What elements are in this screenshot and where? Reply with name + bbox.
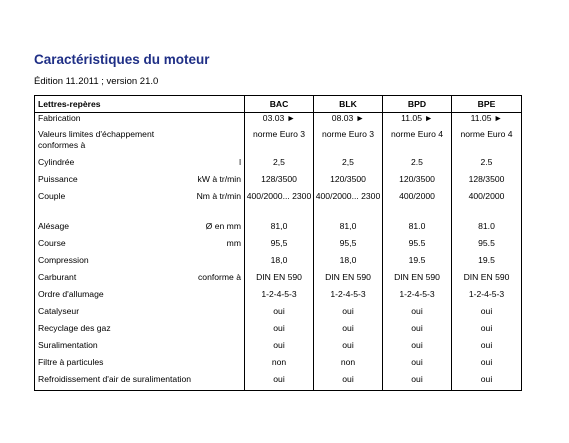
value-cell: 95,5 [245,238,314,255]
header-engine-blk: BLK [314,96,383,113]
value-cell: 81.0 [452,221,522,238]
table-row [35,191,522,221]
value-cell: 120/3500 [383,174,452,191]
value-cell: 400/2000 [452,191,522,221]
row-label-cell [35,374,245,391]
value-cell: oui [383,340,452,357]
value-cell: DIN EN 590 [452,272,522,289]
row-label: Course [38,237,66,248]
row-label-cell [35,238,245,255]
value-cell: norme Euro 3 [245,129,314,157]
value-cell: 1-2-4-5-3 [245,289,314,306]
table-row [35,157,522,174]
value-cell: 03.03 ► [245,113,314,129]
value-cell: 18,0 [314,255,383,272]
value-cell: oui [452,323,522,340]
value-cell: 400/2000... 2300 [314,191,383,221]
value-cell: 1-2-4-5-3 [314,289,383,306]
table-row [35,238,522,255]
value-cell: 19.5 [452,255,522,272]
table-row [35,306,522,323]
value-cell: norme Euro 4 [383,129,452,157]
header-engine-bpe: BPE [452,96,522,113]
value-cell: oui [314,306,383,323]
value-cell: oui [314,323,383,340]
row-unit: l [239,156,241,167]
table-row [35,255,522,272]
value-cell: non [245,357,314,374]
row-label-cell [35,221,245,238]
row-label-cell [35,323,245,340]
value-cell: 18,0 [245,255,314,272]
table-row [35,272,522,289]
row-label: Ordre d'allumage [38,288,104,299]
value-cell: oui [452,357,522,374]
row-label-cell [35,357,245,374]
table-row [35,340,522,357]
value-cell: DIN EN 590 [383,272,452,289]
row-label: Carburant [38,271,77,282]
row-label-cell [35,306,245,323]
value-cell: oui [383,357,452,374]
value-cell: oui [245,306,314,323]
table-row [35,129,522,157]
value-cell: oui [245,323,314,340]
value-cell: oui [245,374,314,391]
table-row [35,323,522,340]
value-cell: 128/3500 [452,174,522,191]
value-cell: oui [245,340,314,357]
engine-specs-table [34,95,522,391]
value-cell: 81,0 [245,221,314,238]
value-cell: 400/2000 [383,191,452,221]
row-label: Puissance [38,173,78,184]
row-label: Compression [38,254,89,265]
row-label-cell [35,174,245,191]
row-label: Cylindrée [38,156,75,167]
header-label: Lettres-repères [35,96,245,113]
row-unit: Ø en mm [205,220,241,231]
table-row [35,221,522,238]
table-row [35,174,522,191]
value-cell: 2.5 [452,157,522,174]
edition-subtitle: Édition 11.2011 ; version 21.0 [34,76,159,87]
value-cell: 2,5 [314,157,383,174]
page-title: Caractéristiques du moteur [34,52,210,67]
row-label-cell [35,255,245,272]
value-cell: 1-2-4-5-3 [452,289,522,306]
value-cell: 11.05 ► [452,113,522,129]
value-cell: 81,0 [314,221,383,238]
row-label-cell [35,191,245,221]
value-cell: DIN EN 590 [245,272,314,289]
table-row [35,374,522,391]
value-cell: oui [452,306,522,323]
table-header-row [35,96,522,113]
row-unit: conforme à [198,271,241,282]
value-cell: DIN EN 590 [314,272,383,289]
row-label: Suralimentation [38,339,98,350]
value-cell: 400/2000... 2300 [245,191,314,221]
value-cell: 95.5 [452,238,522,255]
value-cell: oui [314,340,383,357]
value-cell: oui [383,306,452,323]
value-cell: oui [452,374,522,391]
row-label: Recyclage des gaz [38,322,111,333]
value-cell: 2.5 [383,157,452,174]
table-body [35,113,522,391]
row-unit: kW à tr/min [197,173,241,184]
table-row [35,357,522,374]
row-label: Alésage [38,220,70,231]
row-label: Couple [38,190,66,201]
row-label-cell [35,113,245,129]
value-cell: 19.5 [383,255,452,272]
value-cell: non [314,357,383,374]
row-label: Refroidissement d'air de suralimentation [38,373,192,384]
row-label: Filtre à particules [38,356,104,367]
table-row [35,113,522,129]
row-label-cell [35,289,245,306]
row-unit: mm [226,237,241,248]
row-label-cell [35,272,245,289]
table-row [35,289,522,306]
value-cell: oui [383,323,452,340]
row-label-cell [35,129,245,157]
row-label: Catalyseur [38,305,80,316]
value-cell: 1-2-4-5-3 [383,289,452,306]
value-cell: 128/3500 [245,174,314,191]
value-cell: 95.5 [383,238,452,255]
row-label-cell [35,157,245,174]
value-cell: norme Euro 3 [314,129,383,157]
value-cell: 08.03 ► [314,113,383,129]
value-cell: 11.05 ► [383,113,452,129]
row-label: Valeurs limites d'échappement conformes à [38,128,155,150]
value-cell: norme Euro 4 [452,129,522,157]
row-label-cell [35,340,245,357]
row-label: Fabrication [38,113,81,123]
value-cell: oui [452,340,522,357]
header-engine-bpd: BPD [383,96,452,113]
header-engine-bac: BAC [245,96,314,113]
value-cell: 120/3500 [314,174,383,191]
value-cell: oui [383,374,452,391]
row-unit: Nm à tr/min [196,190,241,201]
value-cell: oui [314,374,383,391]
value-cell: 2,5 [245,157,314,174]
value-cell: 81.0 [383,221,452,238]
value-cell: 95,5 [314,238,383,255]
